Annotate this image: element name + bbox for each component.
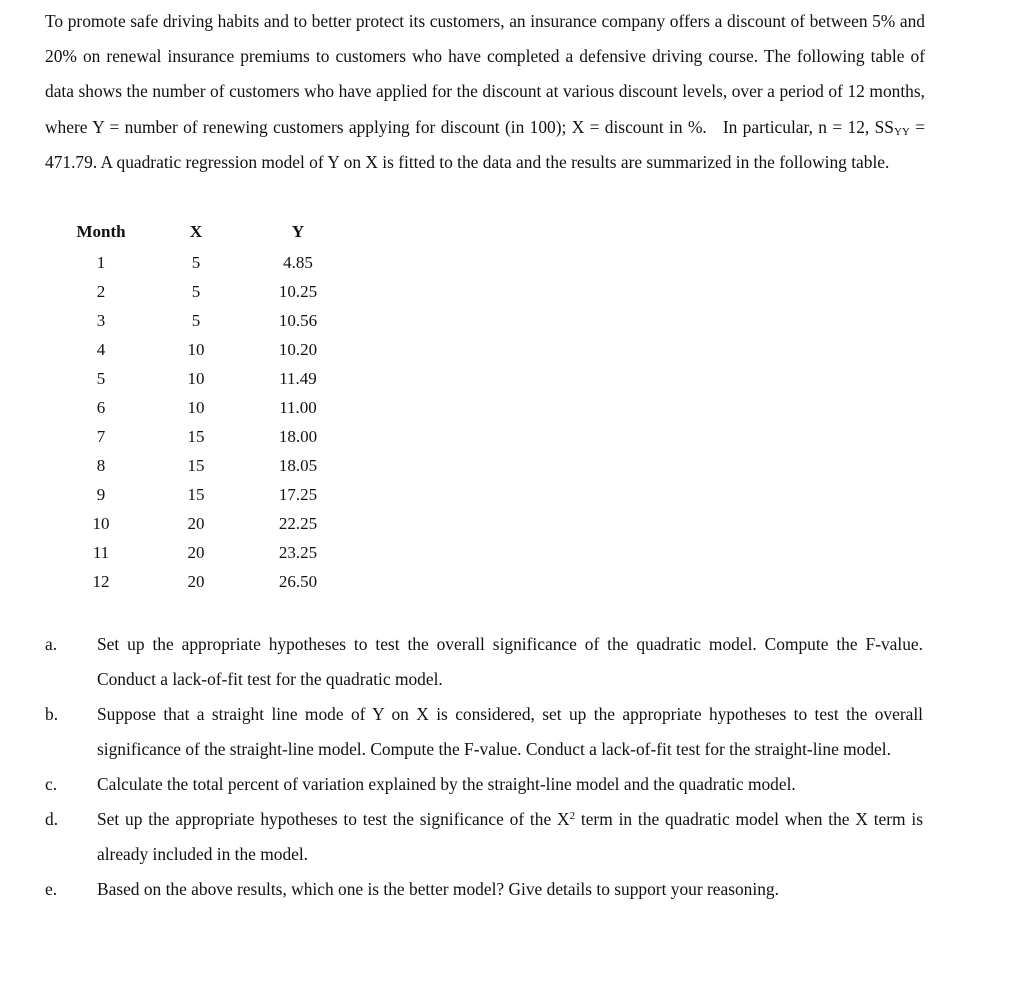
cell-month: 5 bbox=[96, 368, 106, 388]
cell-x: 10 bbox=[187, 368, 205, 388]
intro-subscript: YY bbox=[893, 125, 910, 138]
table-row bbox=[60, 306, 346, 335]
cell-y: 10.25 bbox=[278, 281, 318, 301]
question-text: Suppose that a straight line mode of Y on X is considered, set up the appropriate hypotheses to test the overall significance of the straight-line model. Compute the F-value. Conduct a lack-of-fit test for the straight-line model. bbox=[97, 704, 923, 759]
table-row bbox=[60, 451, 346, 480]
cell-month: 1 bbox=[96, 252, 106, 272]
cell-x: 15 bbox=[187, 426, 205, 446]
cell-y: 10.20 bbox=[278, 339, 318, 359]
table-row bbox=[60, 277, 346, 306]
table-row bbox=[60, 480, 346, 509]
cell-y: 26.50 bbox=[278, 571, 318, 591]
cell-x: 15 bbox=[187, 455, 205, 475]
cell-month: 11 bbox=[92, 542, 110, 562]
cell-y: 10.56 bbox=[278, 310, 318, 330]
question-e bbox=[0, 872, 1024, 907]
table-row bbox=[60, 248, 346, 277]
cell-month: 6 bbox=[96, 397, 106, 417]
cell-month: 12 bbox=[92, 571, 110, 591]
cell-x: 20 bbox=[187, 513, 205, 533]
header-y: Y bbox=[291, 222, 305, 241]
intro-text-1: To promote safe driving habits and to better protect its customers, an insurance company offers a discount of between 5% and 20% on renewal insurance premiums to customers who have completed a defensive driving course. The following table of data shows the number of customers who have applied for the discount at various discount levels, over a period of 12 months, where Y = number of renewing customers applying for discount (in 100); X = discount in %. bbox=[45, 11, 925, 137]
question-b bbox=[0, 697, 1024, 767]
question-text: Set up the appropriate hypotheses to test the overall significance of the quadratic model. Compute the F-value. Conduct a lack-of-fit test for the quadratic model. bbox=[97, 634, 923, 689]
question-d bbox=[0, 802, 1024, 872]
table-row bbox=[60, 509, 346, 538]
cell-x: 20 bbox=[187, 571, 205, 591]
intro-text-2: In particular, n = 12, SS bbox=[722, 116, 894, 137]
cell-y: 22.25 bbox=[278, 513, 318, 533]
cell-x: 20 bbox=[187, 542, 205, 562]
question-label: a. bbox=[45, 634, 58, 654]
cell-y: 11.49 bbox=[279, 368, 317, 388]
cell-y: 18.05 bbox=[278, 455, 318, 475]
question-text bbox=[97, 802, 923, 872]
cell-x: 5 bbox=[191, 252, 201, 272]
cell-month: 7 bbox=[96, 426, 106, 446]
cell-month: 4 bbox=[96, 339, 106, 359]
question-label: d. bbox=[45, 809, 59, 829]
cell-month: 10 bbox=[92, 513, 110, 533]
intro-text-3: = 471.79. A quadratic regression model of Y on X is fitted to the data and the results are summarized in the following table. bbox=[45, 116, 926, 172]
question-list bbox=[0, 627, 1024, 907]
cell-y: 4.85 bbox=[283, 252, 313, 272]
table-row bbox=[60, 567, 346, 596]
question-label: e. bbox=[45, 879, 58, 899]
cell-x: 10 bbox=[187, 397, 205, 417]
question-text-before: Set up the appropriate hypotheses to test the significance of the X bbox=[97, 809, 570, 829]
cell-y: 18.00 bbox=[278, 426, 318, 446]
table-row bbox=[60, 538, 346, 567]
cell-month: 8 bbox=[96, 455, 106, 475]
cell-y: 23.25 bbox=[278, 542, 318, 562]
cell-y: 11.00 bbox=[279, 397, 317, 417]
header-month: Month bbox=[76, 222, 126, 241]
table-row bbox=[60, 335, 346, 364]
header-x: X bbox=[189, 222, 203, 241]
question-text-after: term in the quadratic model when the X term is already included in the model. bbox=[97, 809, 923, 864]
cell-month: 2 bbox=[96, 281, 106, 301]
table-header-row bbox=[60, 216, 346, 248]
cell-month: 9 bbox=[96, 484, 106, 504]
table-row bbox=[60, 422, 346, 451]
cell-month: 3 bbox=[96, 310, 106, 330]
cell-x: 15 bbox=[187, 484, 205, 504]
question-text: Calculate the total percent of variation explained by the straight-line model and the quadratic model. bbox=[97, 774, 796, 794]
problem-intro bbox=[45, 4, 925, 180]
question-c bbox=[0, 767, 1024, 802]
table-row bbox=[60, 393, 346, 422]
question-label: b. bbox=[45, 704, 59, 724]
question-a bbox=[0, 627, 1024, 697]
question-superscript: 2 bbox=[569, 810, 576, 822]
question-text: Based on the above results, which one is the better model? Give details to support your reasoning. bbox=[97, 879, 779, 899]
data-table bbox=[60, 216, 346, 596]
cell-y: 17.25 bbox=[278, 484, 318, 504]
cell-x: 10 bbox=[187, 339, 205, 359]
cell-x: 5 bbox=[191, 281, 201, 301]
question-label: c. bbox=[45, 774, 58, 794]
cell-x: 5 bbox=[191, 310, 201, 330]
table-row bbox=[60, 364, 346, 393]
